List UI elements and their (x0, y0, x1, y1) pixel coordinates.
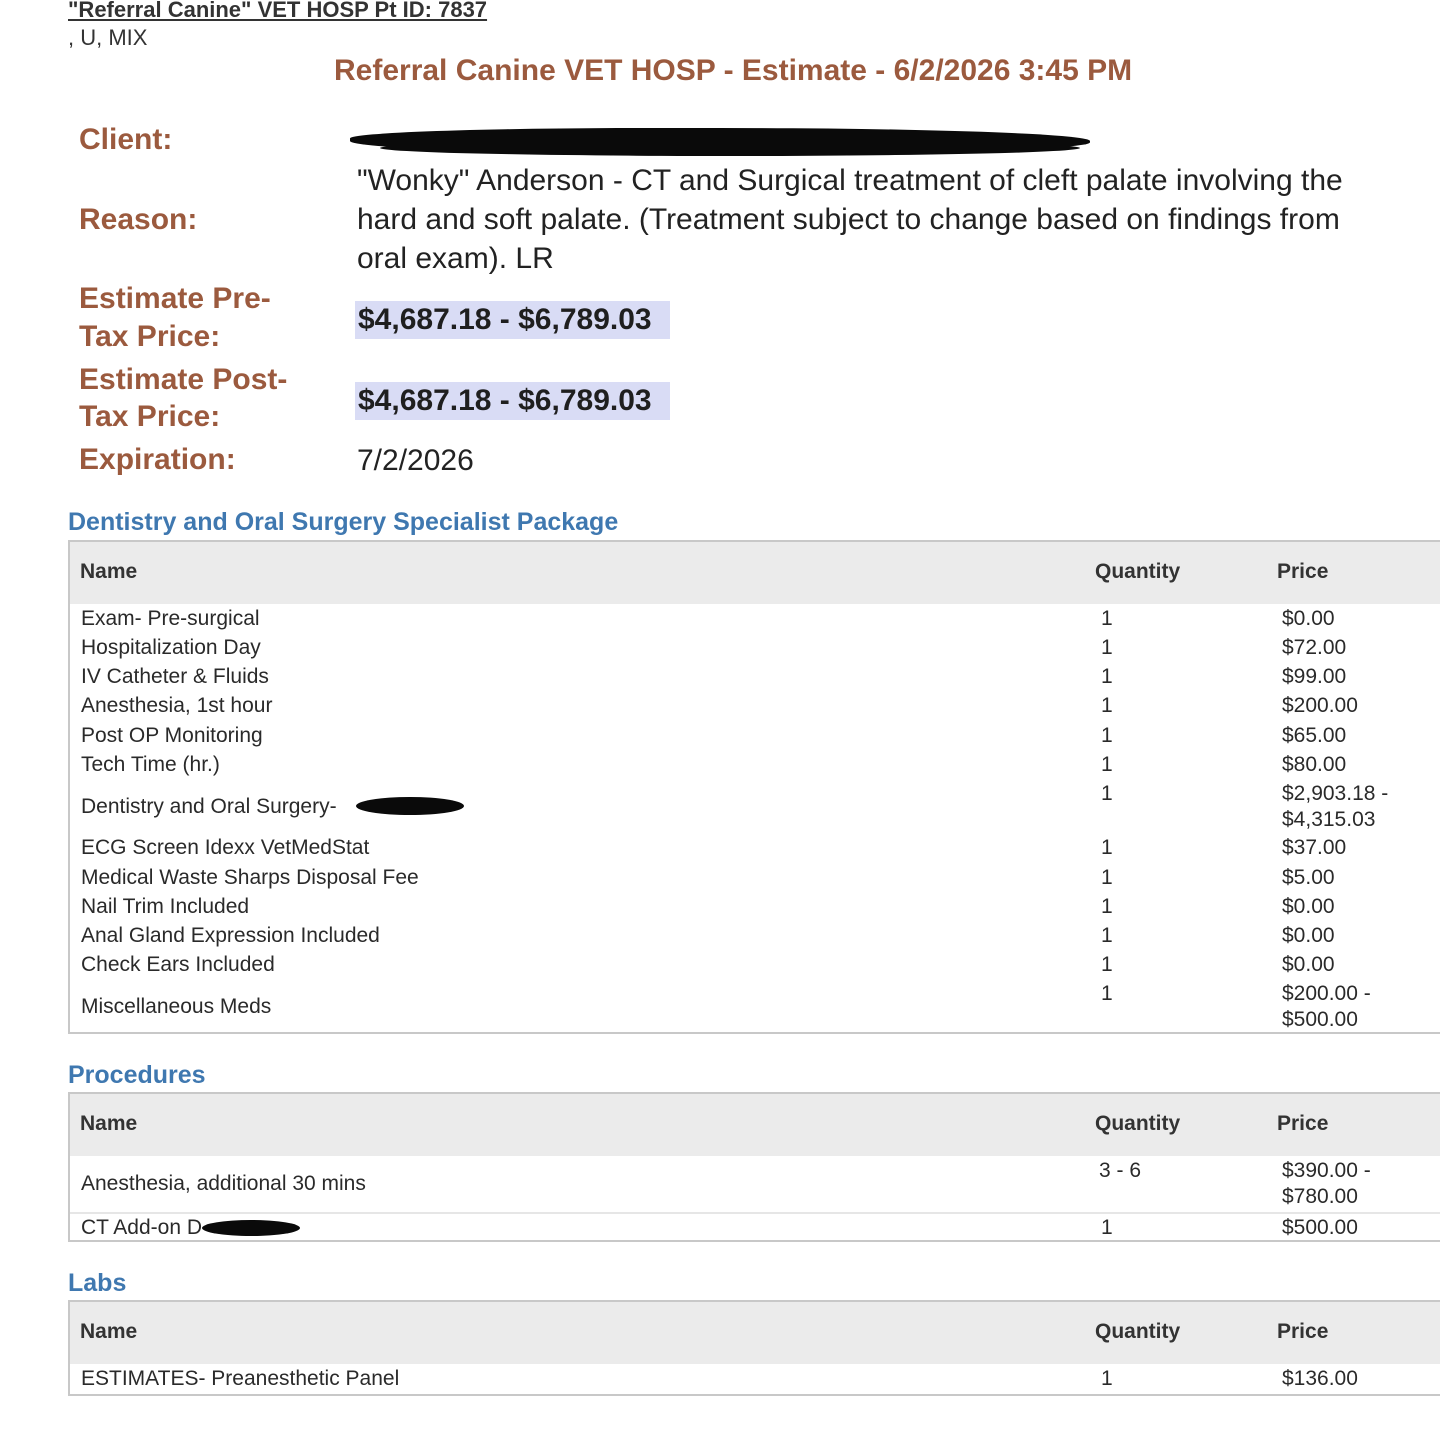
item-price: $0.00 (1282, 895, 1335, 918)
item-price-line-2: $780.00 (1282, 1185, 1358, 1208)
item-price-line-1: $2,903.18 - (1282, 782, 1389, 805)
expiration-value: 7/2/2026 (357, 444, 474, 477)
item-price: $80.00 (1282, 753, 1347, 776)
item-quantity: 1 (1101, 724, 1113, 747)
item-price-line-2: $500.00 (1282, 1008, 1358, 1031)
table-header (70, 542, 1440, 604)
column-header-name: Name (80, 560, 138, 583)
item-name: Anesthesia, additional 30 mins (81, 1172, 366, 1195)
item-price-line-1: $200.00 - (1282, 982, 1371, 1005)
item-name: Dentistry and Oral Surgery- (81, 795, 337, 818)
item-price: $5.00 (1282, 866, 1335, 889)
client-label: Client: (79, 123, 173, 156)
item-name: Miscellaneous Meds (81, 995, 272, 1018)
labs-table (68, 1300, 1440, 1396)
column-header-price: Price (1277, 560, 1329, 583)
item-quantity: 1 (1101, 636, 1113, 659)
item-name: Nail Trim Included (81, 895, 250, 918)
item-name: Hospitalization Day (81, 636, 261, 659)
item-quantity: 1 (1101, 953, 1113, 976)
item-name: Anesthesia, 1st hour (81, 694, 273, 717)
item-quantity: 1 (1101, 924, 1113, 947)
item-price: $500.00 (1282, 1216, 1358, 1239)
item-quantity: 1 (1101, 665, 1113, 688)
reason-label: Reason: (79, 203, 198, 236)
item-price-line-1: $390.00 - (1282, 1159, 1371, 1182)
item-price-line-2: $4,315.03 (1282, 808, 1376, 831)
item-quantity: 1 (1101, 694, 1113, 717)
pretax-price: $4,687.18 - $6,789.03 (355, 301, 670, 339)
item-name: Exam- Pre-surgical (81, 607, 260, 630)
item-price: $200.00 (1282, 694, 1358, 717)
item-name: Medical Waste Sharps Disposal Fee (81, 866, 419, 889)
item-quantity: 1 (1101, 1216, 1113, 1239)
item-quantity: 1 (1101, 866, 1113, 889)
item-quantity: 1 (1101, 982, 1113, 1005)
item-name: Check Ears Included (81, 953, 275, 976)
item-price: $136.00 (1282, 1367, 1358, 1390)
procedures-table (68, 1092, 1440, 1242)
package-table (68, 540, 1440, 1034)
item-quantity: 1 (1101, 782, 1113, 805)
item-price: $37.00 (1282, 836, 1347, 859)
table-header (70, 1302, 1440, 1364)
item-name: Tech Time (hr.) (81, 753, 220, 776)
column-header-quantity: Quantity (1095, 1320, 1181, 1343)
item-name: Post OP Monitoring (81, 724, 263, 747)
item-price: $0.00 (1282, 924, 1335, 947)
item-quantity: 1 (1101, 607, 1113, 630)
item-quantity: 1 (1101, 836, 1113, 859)
section-title-package: Dentistry and Oral Surgery Specialist Package (68, 508, 619, 536)
item-price: $0.00 (1282, 953, 1335, 976)
reason-line-3: oral exam). LR (357, 242, 554, 275)
section-title-labs: Labs (68, 1269, 127, 1297)
column-header-name: Name (80, 1320, 138, 1343)
item-price: $99.00 (1282, 665, 1347, 688)
section-title-procedures: Procedures (68, 1061, 206, 1089)
pretax-label-line-1: Estimate Pre- (79, 282, 271, 315)
item-quantity: 1 (1101, 1367, 1113, 1390)
item-name: ESTIMATES- Preanesthetic Panel (81, 1367, 400, 1390)
pretax-label-line-2: Tax Price: (79, 320, 221, 353)
column-header-quantity: Quantity (1095, 560, 1181, 583)
reason-line-2: hard and soft palate. (Treatment subject to change based on findings from (357, 203, 1340, 236)
posttax-label-line-2: Tax Price: (79, 400, 221, 433)
item-name: IV Catheter & Fluids (81, 665, 269, 688)
item-name: Anal Gland Expression Included (81, 924, 380, 947)
client-redaction-stroke (380, 140, 1080, 156)
patient-header-link[interactable]: "Referral Canine" VET HOSP Pt ID: 7837 (68, 0, 488, 22)
item-price: $65.00 (1282, 724, 1347, 747)
reason-line-1: "Wonky" Anderson - CT and Surgical treatment of cleft palate involving the (357, 164, 1343, 197)
column-header-name: Name (80, 1112, 138, 1135)
expiration-label: Expiration: (79, 443, 236, 476)
item-price: $72.00 (1282, 636, 1347, 659)
column-header-price: Price (1277, 1320, 1329, 1343)
item-quantity: 1 (1101, 753, 1113, 776)
item-price: $0.00 (1282, 607, 1335, 630)
table-header (70, 1094, 1440, 1156)
item-name: CT Add-on D (81, 1216, 203, 1239)
row-separator (70, 1212, 1440, 1214)
posttax-price: $4,687.18 - $6,789.03 (355, 382, 670, 420)
item-quantity: 3 - 6 (1099, 1159, 1142, 1182)
estimate-title: Referral Canine VET HOSP - Estimate - 6/2/2026 3:45 PM (334, 54, 1133, 87)
column-header-price: Price (1277, 1112, 1329, 1135)
item-quantity: 1 (1101, 895, 1113, 918)
item-name: ECG Screen Idexx VetMedStat (81, 836, 370, 859)
posttax-label-line-1: Estimate Post- (79, 363, 288, 396)
column-header-quantity: Quantity (1095, 1112, 1181, 1135)
item-name-redaction (202, 1220, 300, 1236)
item-name-redaction (356, 797, 464, 815)
patient-sex-breed: , U, MIX (68, 25, 148, 50)
